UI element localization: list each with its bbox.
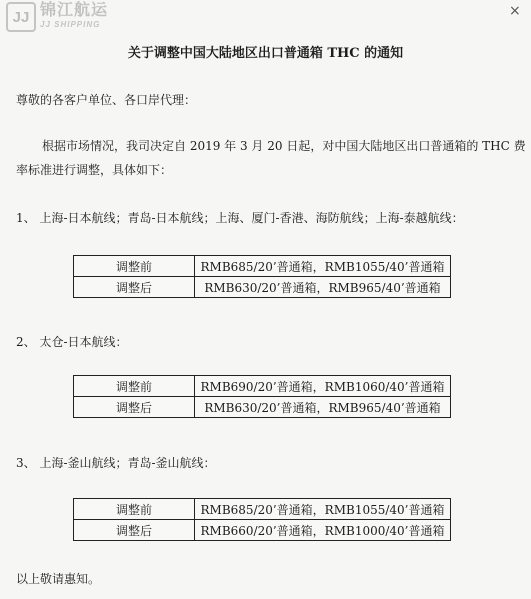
logo-text <box>40 0 108 30</box>
salutation: 尊敬的各客户单位、各口岸代理： <box>16 93 197 107</box>
row-label: 调整前 <box>74 499 195 520</box>
intro-paragraph-line-1: 根据市场情况，我司决定自 2019 年 3 月 20 日起，对中国大陆地区出口普通箱的 THC 费 <box>42 139 526 153</box>
row-value: RMB690/20’普通箱，RMB1060/40’普通箱 <box>195 376 451 397</box>
row-label: 调整前 <box>74 256 195 277</box>
table-row <box>74 376 451 397</box>
table-row <box>74 397 451 418</box>
table-row <box>74 520 451 541</box>
thc-rate-table-1 <box>73 255 451 298</box>
thc-rate-table-2 <box>73 375 451 418</box>
intro-paragraph-line-2: 率标准进行调整，具体如下： <box>16 163 173 177</box>
company-logo <box>6 0 108 32</box>
logo-name-en: JJ SHIPPING <box>40 20 101 29</box>
row-value: RMB630/20’普通箱，RMB965/40’普通箱 <box>195 397 451 418</box>
row-label: 调整后 <box>74 277 195 298</box>
row-value: RMB685/20’普通箱，RMB1055/40’普通箱 <box>195 499 451 520</box>
row-value: RMB630/20’普通箱，RMB965/40’普通箱 <box>195 277 451 298</box>
section-heading-1: 1、 上海-日本航线；青岛-日本航线；上海、厦门-香港、海防航线；上海-泰越航线： <box>16 211 464 225</box>
thc-rate-table-3 <box>73 498 451 541</box>
row-value: RMB660/20’普通箱，RMB1000/40’普通箱 <box>195 520 451 541</box>
closing-line: 以上敬请惠知。 <box>16 572 101 586</box>
table-row <box>74 499 451 520</box>
section-heading-2: 2、 太仓-日本航线： <box>16 335 128 349</box>
row-label: 调整前 <box>74 376 195 397</box>
logo-mark: JJ <box>6 2 36 32</box>
notice-title: 关于调整中国大陆地区出口普通箱 THC 的通知 <box>127 46 404 61</box>
row-label: 调整后 <box>74 520 195 541</box>
table-row <box>74 277 451 298</box>
row-value: RMB685/20’普通箱，RMB1055/40’普通箱 <box>195 256 451 277</box>
table-row <box>74 256 451 277</box>
row-label: 调整后 <box>74 397 195 418</box>
logo-name-cn: 锦江航运 <box>40 0 109 19</box>
section-heading-3: 3、 上海-釜山航线；青岛-釜山航线： <box>16 456 216 470</box>
close-icon[interactable]: × <box>509 3 521 19</box>
